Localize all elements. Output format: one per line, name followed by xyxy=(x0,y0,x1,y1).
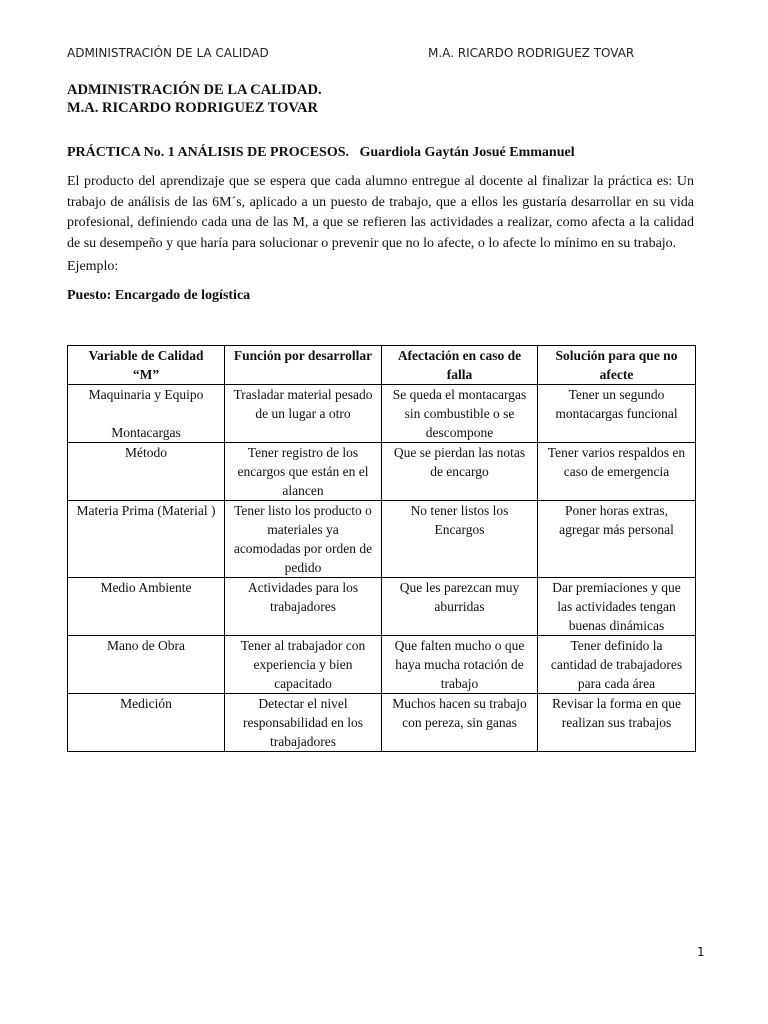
table-cell: Detectar el nivel responsabilidad en los trabajadores xyxy=(225,694,382,752)
position-heading: Puesto: Encargado de logística xyxy=(67,288,251,303)
table-cell: Se queda el montacargas sin combustible o se descompone xyxy=(382,385,538,443)
table-cell: Que se pierdan las notas de encargo xyxy=(382,443,538,501)
table-cell: Tener registro de los encargos que están en el alancen xyxy=(225,443,382,501)
table-cell: No tener listos los Encargos xyxy=(382,501,538,578)
table-row xyxy=(68,501,696,578)
table-cell: Tener definido la cantidad de trabajadores para cada área xyxy=(538,636,696,694)
table-cell: Que falten mucho o que haya mucha rotación de trabajo xyxy=(382,636,538,694)
page-header-right: M.A. RICARDO RODRIGUEZ TOVAR xyxy=(428,46,635,60)
table-row xyxy=(68,443,696,501)
table-cell: Dar premiaciones y que las actividades tengan buenas dinámicas xyxy=(538,578,696,636)
table-cell: Medición xyxy=(68,694,225,752)
six-m-table xyxy=(67,345,696,752)
table-cell: Actividades para los trabajadores xyxy=(225,578,382,636)
table-row xyxy=(68,385,696,443)
table-cell: Método xyxy=(68,443,225,501)
table-cell: Trasladar material pesado de un lugar a otro xyxy=(225,385,382,443)
document-title: ADMINISTRACIÓN DE LA CALIDAD. xyxy=(67,82,322,98)
table-cell: Tener varios respaldos en caso de emergencia xyxy=(538,443,696,501)
table-cell: Tener un segundo montacargas funcional xyxy=(538,385,696,443)
column-header: Variable de Calidad “M” xyxy=(68,346,225,385)
column-header: Solución para que no afecte xyxy=(538,346,696,385)
page-number: 1 xyxy=(697,945,705,959)
table-cell: Materia Prima (Material ) xyxy=(68,501,225,578)
example-label: Ejemplo: xyxy=(67,259,119,274)
table-cell: Maquinaria y Equipo Montacargas xyxy=(68,385,225,443)
column-header: Función por desarrollar xyxy=(225,346,382,385)
table-cell: Que les parezcan muy aburridas xyxy=(382,578,538,636)
table-row xyxy=(68,578,696,636)
table-cell: Mano de Obra xyxy=(68,636,225,694)
table-cell: Revisar la forma en que realizan sus trabajos xyxy=(538,694,696,752)
practice-heading: PRÁCTICA No. 1 ANÁLISIS DE PROCESOS. Guardiola Gaytán Josué Emmanuel xyxy=(67,145,575,160)
document-author: M.A. RICARDO RODRIGUEZ TOVAR xyxy=(67,100,318,116)
table-header-row xyxy=(68,346,696,385)
table-cell: Muchos hacen su trabajo con pereza, sin ganas xyxy=(382,694,538,752)
column-header: Afectación en caso de falla xyxy=(382,346,538,385)
table-row xyxy=(68,636,696,694)
table-cell: Tener al trabajador con experiencia y bien capacitado xyxy=(225,636,382,694)
page-header-left: ADMINISTRACIÓN DE LA CALIDAD xyxy=(67,46,269,60)
intro-paragraph: El producto del aprendizaje que se espera que cada alumno entregue al docente al finalizar la práctica es: Un trabajo de análisis de las 6M´s, aplicado a un puesto de trabajo, que a ellos les gustaría desarrollar en su vida profesional, definiendo cada una de las M, a que se refieren las actividades a realizar, como afecta a la calidad de su desempeño y que haría para solucionar o prevenir que no lo afecte, o lo afecte lo mínimo en su trabajo. xyxy=(67,174,694,251)
table-row xyxy=(68,694,696,752)
table-cell: Medio Ambiente xyxy=(68,578,225,636)
table-cell: Tener listo los producto o materiales ya acomodadas por orden de pedido xyxy=(225,501,382,578)
table-cell: Poner horas extras, agregar más personal xyxy=(538,501,696,578)
